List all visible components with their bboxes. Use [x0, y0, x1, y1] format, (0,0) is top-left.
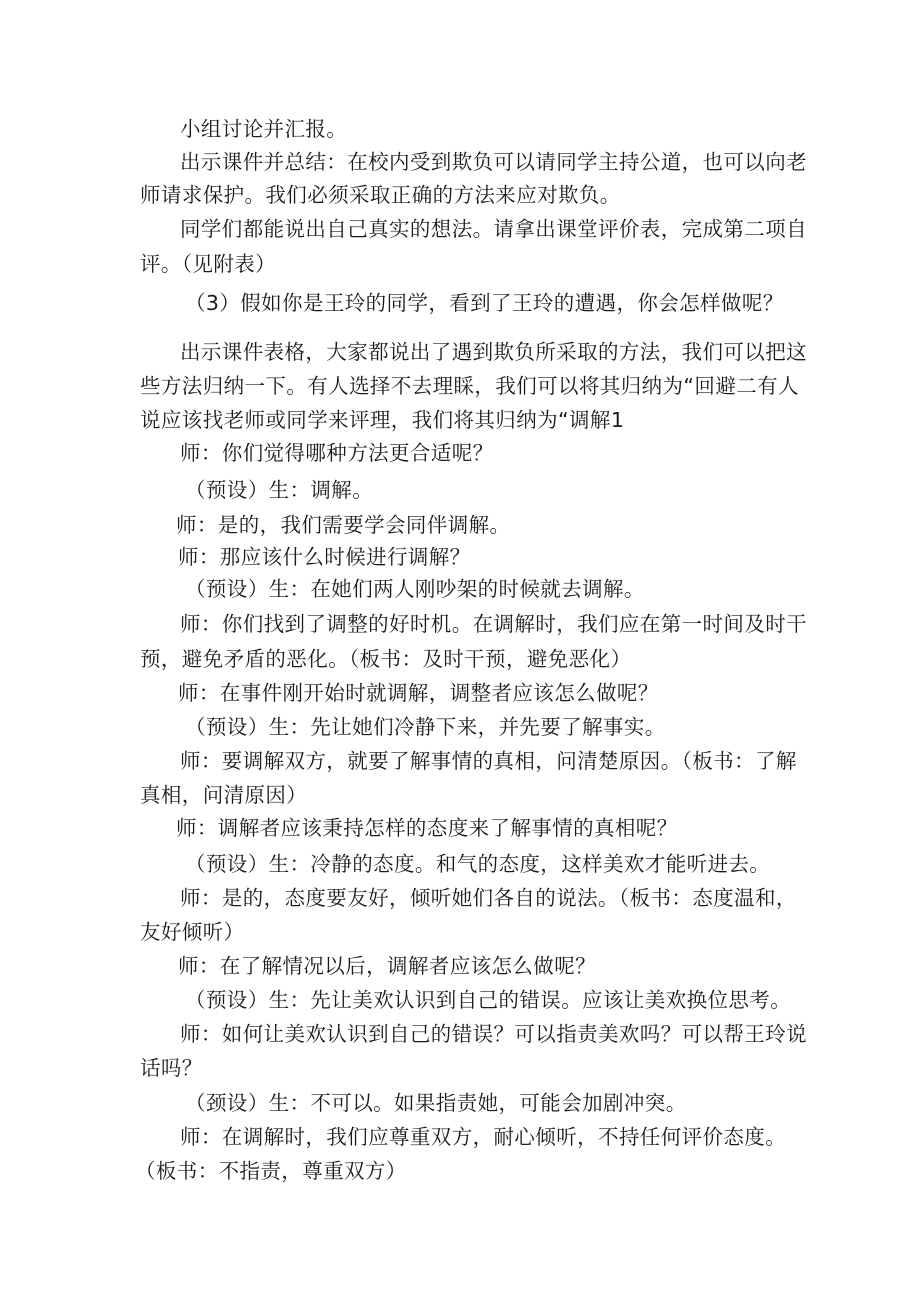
- paragraph-line: （颈设）生：不可以。如果指责她，可能会加剧冲突。: [185, 1091, 687, 1115]
- paragraph-line: 师请求保护。我们必须采取正确的方法来应对欺负。: [140, 183, 621, 207]
- paragraph-line: 出示课件表格，大家都说出了遇到欺负所采取的方法，我们可以把这: [180, 340, 807, 364]
- paragraph-line: 评。（见附表）: [140, 252, 277, 276]
- paragraph-line: 师：你们找到了调整的好时机。在调解时，我们应在第一时间及时干: [180, 612, 807, 636]
- paragraph-line: 同学们都能说出自己真实的想法。请拿出课堂评价表，完成第二项自: [180, 217, 807, 241]
- paragraph-line: 说应该找老师或同学来评理，我们将其归纳为“调解1: [140, 408, 625, 432]
- paragraph-line: 真相，问清原因）: [140, 783, 308, 807]
- paragraph-line: （板书：不指责，尊重双方）: [135, 1159, 407, 1183]
- paragraph-line: 小组讨论并汇报。: [180, 117, 348, 141]
- paragraph-line: 师：要调解双方，就要了解事情的真相，问清楚原因。（板书：了解: [180, 749, 797, 773]
- paragraph-line: （预设）生：先让她们冷静下来，并先要了解事实。: [185, 715, 666, 739]
- paragraph-line: 师：是的，我们需要学会同伴调解。: [176, 513, 511, 537]
- paragraph-line: 师：如何让美欢认识到自己的错误？可以指责美欢吗？可以帮王玲说: [180, 1022, 807, 1046]
- paragraph-line: 些方法归纳一下。有人选择不去理睬，我们可以将其归纳为“回避二有人: [140, 374, 799, 398]
- paragraph-line: （3）假如你是王玲的同学，看到了王玲的遭遇，你会怎样做呢？: [185, 291, 784, 315]
- paragraph-line: 师：那应该什么时候进行调解？: [178, 545, 471, 569]
- paragraph-line: 师：在了解情况以后，调解者应该怎么做呢？: [178, 954, 596, 978]
- paragraph-line: 话吗？: [140, 1056, 203, 1080]
- paragraph-line: 师：你们觉得哪种方法更合适呢？: [180, 441, 494, 465]
- paragraph-line: （预设）生：先让美欢认识到自己的错误。应该让美欢换位思考。: [185, 988, 792, 1012]
- paragraph-line: （预设）生：在她们两人刚吵架的时候就去调解。: [185, 577, 645, 601]
- paragraph-line: 师：调解者应该秉持怎样的态度来了解事情的真相呢？: [176, 816, 678, 840]
- paragraph-line: （预设）生：调解。: [185, 478, 374, 502]
- paragraph-line: 师：是的，态度要友好，倾听她们各自的说法。（板书：态度温和，: [180, 886, 797, 910]
- paragraph-line: 预，避免矛盾的恶化。（板书：及时干预，避免恶化）: [140, 647, 632, 671]
- paragraph-line: 师：在事件刚开始时就调解，调整者应该怎么做呢？: [178, 681, 659, 705]
- paragraph-line: 师：在调解时，我们应尊重双方，耐心倾听，不持任何评价态度。: [180, 1125, 787, 1149]
- paragraph-line: 出示课件并总结：在校内受到欺负可以请同学主持公道，也可以向老: [180, 150, 807, 174]
- paragraph-line: （预设）生：冷静的态度。和气的态度，这样美欢才能听进去。: [185, 852, 771, 876]
- paragraph-line: 友好倾听）: [140, 920, 245, 944]
